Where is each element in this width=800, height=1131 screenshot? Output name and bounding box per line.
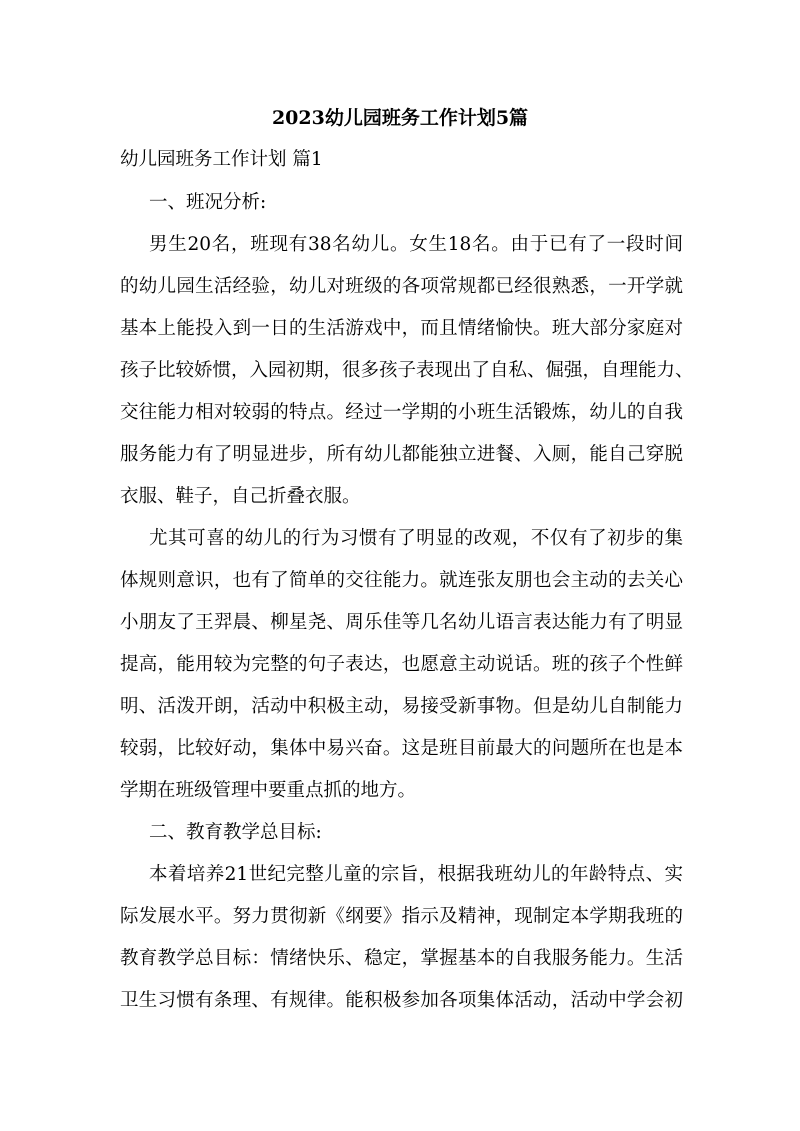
paragraph-line: 较弱，比较好动，集体中易兴奋。这是班目前最大的问题所在也是本	[120, 738, 683, 759]
paragraph-line: 明、活泼开朗，活动中积极主动，易接受新事物。但是幼儿自制能力	[120, 696, 683, 717]
heading-class-analysis: 一、班况分析:	[149, 192, 267, 213]
paragraph-line: 教育教学总目标：情绪快乐、稳定，掌握基本的自我服务能力。生活	[120, 948, 683, 969]
document-title: 2023幼儿园班务工作计划5篇	[271, 107, 529, 129]
paragraph-line: 服务能力有了明显进步，所有幼儿都能独立进餐、入厕，能自己穿脱	[120, 444, 683, 465]
paragraph-line: 的幼儿园生活经验，幼儿对班级的各项常规都已经很熟悉，一开学就	[120, 276, 683, 297]
paragraph-line: 本着培养21世纪完整儿童的宗旨，根据我班幼儿的年龄特点、实	[149, 864, 683, 885]
paragraph-line: 孩子比较娇惯，入园初期，很多孩子表现出了自私、倔强，自理能力、	[120, 360, 694, 381]
paragraph-line: 提高，能用较为完整的句子表达，也愿意主动说话。班的孩子个性鲜	[120, 654, 683, 675]
paragraph-line: 际发展水平。努力贯彻新《纲要》指示及精神，现制定本学期我班的	[120, 906, 683, 927]
paragraph-line: 尤其可喜的幼儿的行为习惯有了明显的改观，不仅有了初步的集	[149, 528, 683, 549]
paragraph-line: 交往能力相对较弱的特点。经过一学期的小班生活锻炼，幼儿的自我	[120, 402, 683, 423]
section-heading: 幼儿园班务工作计划 篇1	[120, 149, 323, 170]
paragraph-line: 体规则意识，也有了简单的交往能力。就连张友朋也会主动的去关心	[120, 570, 683, 591]
paragraph-line: 卫生习惯有条理、有规律。能积极参加各项集体活动，活动中学会初	[120, 990, 683, 1011]
paragraph-line: 基本上能投入到一日的生活游戏中，而且情绪愉快。班大部分家庭对	[120, 318, 683, 339]
heading-education-goals: 二、教育教学总目标:	[149, 822, 322, 843]
paragraph-line: 衣服、鞋子，自己折叠衣服。	[120, 486, 361, 507]
paragraph-line: 小朋友了王羿晨、柳星尧、周乐佳等几名幼儿语言表达能力有了明显	[120, 612, 683, 633]
paragraph-line: 男生20名，班现有38名幼儿。女生18名。由于已有了一段时间	[149, 234, 683, 255]
paragraph-line: 学期在班级管理中要重点抓的地方。	[120, 780, 417, 801]
